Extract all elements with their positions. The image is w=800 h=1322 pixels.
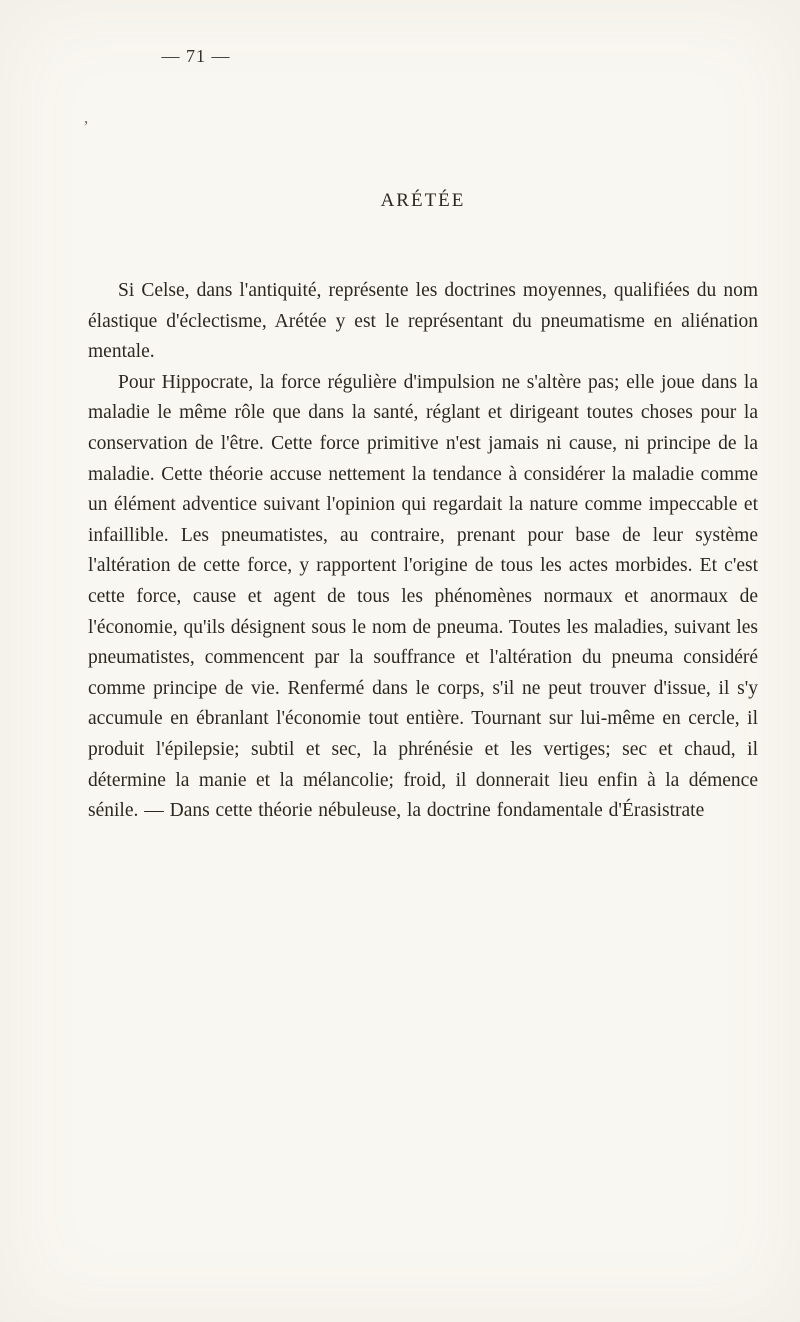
- body-text: [88, 276, 758, 827]
- page-number: — 71 —: [161, 46, 231, 66]
- chapter-heading: ARÉTÉE: [380, 190, 466, 211]
- paragraph-1: Si Celse, dans l'antiquité, représente les doctrines moyennes, qualifiées du nom élastique d'éclectisme, Arétée y est le représentant du pneumatisme en aliénation mentale.: [88, 280, 758, 363]
- paragraph-2: Pour Hippocrate, la force régulière d'impulsion ne s'altère pas; elle joue dans la maladie le même rôle que dans la santé, réglant et dirigeant toutes choses pour la conservation de l'être. Cette force primitive n'est jamais ni cause, ni principe de la maladie. Cette théorie accuse nettement la tendance à considérer la maladie comme un élément adventice suivant l'opinion qui regardait la nature comme impeccable et infaillible. Les pneumatistes, au contraire, prenant pour base de leur système l'altération de cette force, y rapportent l'origine de tous les actes morbides. Et c'est cette force, cause et agent de tous les phénomènes normaux et anormaux de l'économie, qu'ils désignent sous le nom de pneuma. Toutes les maladies, suivant les pneumatistes, commencent par la souffrance et l'altération du pneuma considéré comme principe de vie. Renfermé dans le corps, s'il ne peut trouver d'issue, il s'y accumule en ébranlant l'économie tout entière. Tournant sur lui-même en cercle, il produit l'épilepsie; subtil et sec, la phrénésie et les vertiges; sec et chaud, il détermine la manie et la mélancolie; froid, il donnerait lieu enfin à la démence sénile. — Dans cette théorie nébuleuse, la doctrine fondamentale d'Érasistrate: [88, 371, 758, 822]
- scan-artifact: ,: [84, 108, 89, 127]
